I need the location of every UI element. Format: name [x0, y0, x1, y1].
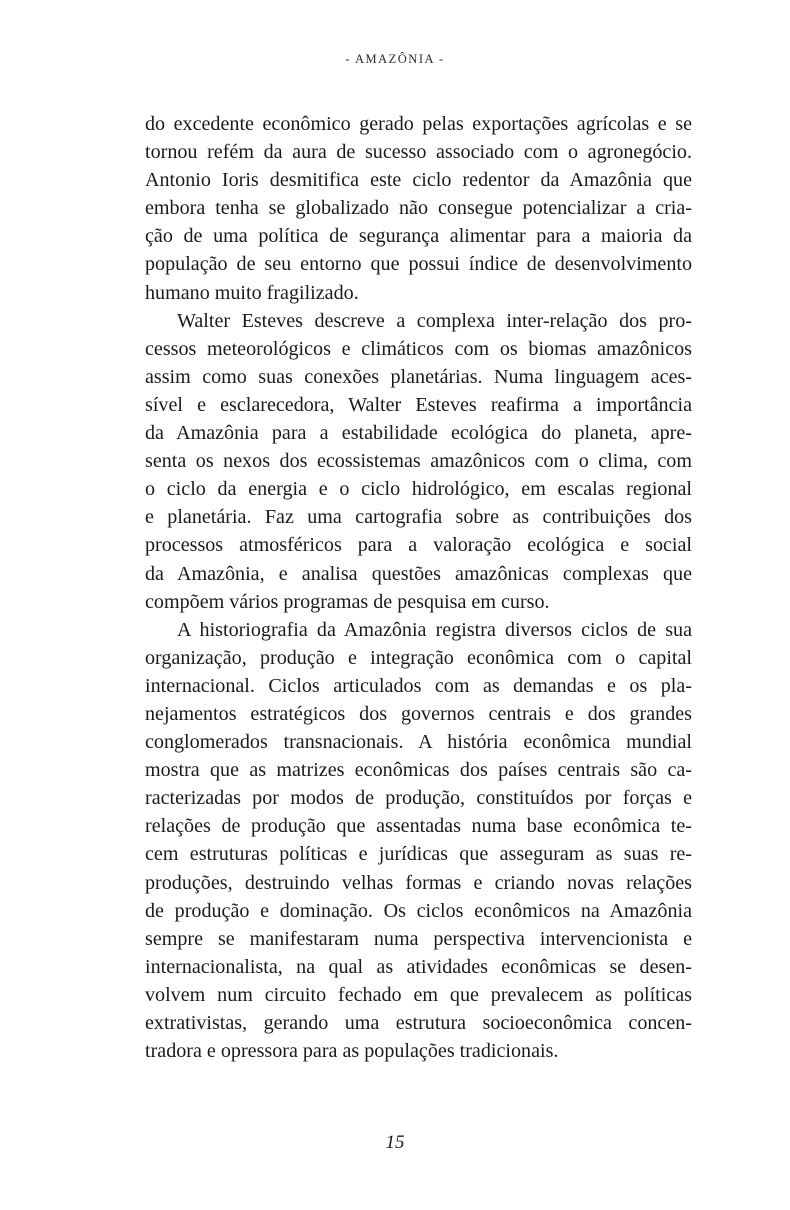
text-line: população de seu entorno que possui índice de desenvolvimento: [145, 253, 692, 276]
text-line: Walter Esteves descreve a complexa inter-relação dos pro-: [177, 309, 692, 332]
text-line: internacional. Ciclos articulados com as demandas e os pla-: [145, 674, 692, 697]
text-line: sível e esclarecedora, Walter Esteves reafirma a importância: [145, 393, 692, 416]
text-line: senta os nexos dos ecossistemas amazônicos com o clima, com: [145, 450, 692, 473]
text-line: cem estruturas políticas e jurídicas que asseguram as suas re-: [145, 843, 692, 866]
text-line: nejamentos estratégicos dos governos centrais e dos grandes: [145, 702, 692, 725]
text-line: produções, destruindo velhas formas e criando novas relações: [145, 871, 692, 894]
paragraph: [145, 307, 692, 616]
text-line: volvem num circuito fechado em que prevalecem as políticas: [145, 983, 692, 1006]
text-line: A historiografia da Amazônia registra diversos ciclos de sua: [177, 618, 692, 641]
text-line: humano muito fragilizado.: [145, 281, 359, 304]
text-line: assim como suas conexões planetárias. Numa linguagem aces-: [145, 365, 692, 388]
text-line: tornou refém da aura de sucesso associado com o agronegócio.: [145, 141, 692, 164]
paragraph: [145, 616, 692, 1066]
text-line: o ciclo da energia e o ciclo hidrológico, em escalas regional: [145, 478, 692, 501]
paragraph: [145, 110, 692, 307]
page-number: 15: [385, 1132, 405, 1153]
text-line: tradora e opressora para as populações tradicionais.: [145, 1040, 559, 1063]
text-line: racterizadas por modos de produção, constituídos por forças e: [145, 787, 692, 810]
text-line: Antonio Ioris desmitifica este ciclo redentor da Amazônia que: [145, 169, 692, 192]
text-line: processos atmosféricos para a valoração ecológica e social: [145, 534, 692, 557]
text-line: da Amazônia para a estabilidade ecológica do planeta, apre-: [145, 422, 692, 445]
body-text-block: [145, 110, 692, 1065]
text-line: da Amazônia, e analisa questões amazônicas complexas que: [145, 562, 692, 585]
text-line: cessos meteorológicos e climáticos com os biomas amazônicos: [145, 337, 692, 360]
text-line: embora tenha se globalizado não consegue potencializar a cria-: [145, 197, 692, 220]
text-line: compõem vários programas de pesquisa em curso.: [145, 590, 550, 613]
text-line: ção de uma política de segurança alimentar para a maioria da: [145, 225, 692, 248]
text-line: de produção e dominação. Os ciclos econômicos na Amazônia: [145, 899, 692, 922]
text-line: relações de produção que assentadas numa base econômica te-: [145, 815, 692, 838]
text-line: organização, produção e integração econômica com o capital: [145, 646, 692, 669]
running-header: - AMAZÔNIA -: [345, 52, 445, 66]
text-line: conglomerados transnacionais. A história econômica mundial: [145, 731, 692, 754]
text-line: do excedente econômico gerado pelas exportações agrícolas e se: [145, 113, 692, 135]
text-line: extrativistas, gerando uma estrutura socioeconômica concen-: [145, 1012, 692, 1034]
text-line: e planetária. Faz uma cartografia sobre as contribuições dos: [145, 506, 692, 529]
text-line: sempre se manifestaram numa perspectiva intervencionista e: [145, 927, 692, 950]
text-line: mostra que as matrizes econômicas dos países centrais são ca-: [145, 759, 692, 782]
text-line: internacionalista, na qual as atividades econômicas se desen-: [145, 955, 692, 978]
